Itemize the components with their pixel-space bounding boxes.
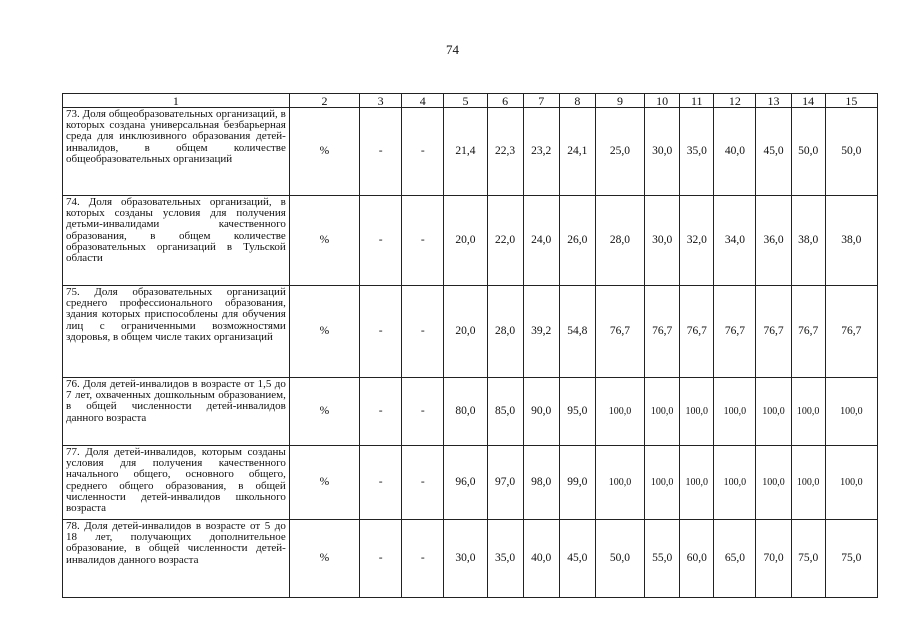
column-header-8: 8 <box>559 94 595 108</box>
value-cell: - <box>402 446 444 520</box>
value-cell: 75,0 <box>825 520 877 598</box>
indicator-description: 75. Доля образовательных организаций среднего профессионального образования, здания которых приспособлены для обучения лиц с ограниченными возможностями здоровья, в общем числе таких организаций <box>63 286 290 378</box>
table-row <box>63 108 878 196</box>
value-cell: - <box>402 196 444 286</box>
table-row <box>63 286 878 378</box>
value-cell: 76,7 <box>645 286 680 378</box>
value-cell: 20,0 <box>444 196 487 286</box>
value-cell: - <box>402 378 444 446</box>
value-cell: 100,0 <box>791 446 825 520</box>
value-cell: 100,0 <box>714 446 756 520</box>
unit-cell: % <box>289 520 359 598</box>
value-cell: - <box>360 286 402 378</box>
column-header-2: 2 <box>289 94 359 108</box>
value-cell: 22,0 <box>487 196 523 286</box>
unit-cell: % <box>289 446 359 520</box>
value-cell: 100,0 <box>680 446 714 520</box>
value-cell: 100,0 <box>825 378 877 446</box>
unit-cell: % <box>289 286 359 378</box>
value-cell: 23,2 <box>523 108 559 196</box>
value-cell: 50,0 <box>791 108 825 196</box>
value-cell: 55,0 <box>645 520 680 598</box>
value-cell: 20,0 <box>444 286 487 378</box>
value-cell: 35,0 <box>680 108 714 196</box>
value-cell: 30,0 <box>645 108 680 196</box>
value-cell: 39,2 <box>523 286 559 378</box>
page-number: 74 <box>446 42 459 57</box>
value-cell: 38,0 <box>825 196 877 286</box>
column-header-3: 3 <box>360 94 402 108</box>
indicator-description: 76. Доля детей-инвалидов в возрасте от 1,5 до 7 лет, охваченных дошкольным образованием, в общей численности детей-инвалидов данного возраста <box>63 378 290 446</box>
unit-cell: % <box>289 108 359 196</box>
value-cell: 85,0 <box>487 378 523 446</box>
value-cell: 95,0 <box>559 378 595 446</box>
column-header-11: 11 <box>680 94 714 108</box>
value-cell: 100,0 <box>595 446 644 520</box>
indicator-description: 74. Доля образовательных организаций, в которых созданы условия для получения детьми-инвалидами качественного образования, в общем количестве образовательных организаций в Тульской области <box>63 196 290 286</box>
column-header-10: 10 <box>645 94 680 108</box>
value-cell: 100,0 <box>645 378 680 446</box>
value-cell: 100,0 <box>791 378 825 446</box>
value-cell: 100,0 <box>645 446 680 520</box>
column-header-4: 4 <box>402 94 444 108</box>
value-cell: 97,0 <box>487 446 523 520</box>
column-header-1: 1 <box>63 94 290 108</box>
table-row <box>63 520 878 598</box>
value-cell: 76,7 <box>756 286 791 378</box>
value-cell: 98,0 <box>523 446 559 520</box>
value-cell: 35,0 <box>487 520 523 598</box>
value-cell: 32,0 <box>680 196 714 286</box>
unit-cell: % <box>289 196 359 286</box>
value-cell: 24,1 <box>559 108 595 196</box>
column-header-5: 5 <box>444 94 487 108</box>
value-cell: 100,0 <box>714 378 756 446</box>
value-cell: 54,8 <box>559 286 595 378</box>
value-cell: 45,0 <box>756 108 791 196</box>
value-cell: - <box>360 446 402 520</box>
value-cell: 99,0 <box>559 446 595 520</box>
value-cell: 76,7 <box>791 286 825 378</box>
value-cell: 60,0 <box>680 520 714 598</box>
value-cell: 28,0 <box>595 196 644 286</box>
table-row <box>63 196 878 286</box>
value-cell: 50,0 <box>595 520 644 598</box>
value-cell: 76,7 <box>825 286 877 378</box>
value-cell: 100,0 <box>825 446 877 520</box>
value-cell: - <box>360 108 402 196</box>
value-cell: 70,0 <box>756 520 791 598</box>
value-cell: 21,4 <box>444 108 487 196</box>
value-cell: - <box>360 378 402 446</box>
value-cell: 40,0 <box>714 108 756 196</box>
table-row <box>63 446 878 520</box>
value-cell: - <box>360 196 402 286</box>
column-header-6: 6 <box>487 94 523 108</box>
unit-cell: % <box>289 378 359 446</box>
value-cell: 34,0 <box>714 196 756 286</box>
value-cell: 36,0 <box>756 196 791 286</box>
indicator-description: 77. Доля детей-инвалидов, которым созданы условия для получения качественного начального общего, основного общего, среднего общего образования, в общей численности детей-инвалидов школьного возраста <box>63 446 290 520</box>
value-cell: 100,0 <box>595 378 644 446</box>
indicator-description: 73. Доля общеобразовательных организаций, в которых создана универсальная безбарьерная среда для инклюзивного образования детей-инвалидов, в общем количестве общеобразовательных организаций <box>63 108 290 196</box>
column-header-15: 15 <box>825 94 877 108</box>
value-cell: - <box>402 108 444 196</box>
value-cell: 26,0 <box>559 196 595 286</box>
column-header-12: 12 <box>714 94 756 108</box>
column-header-13: 13 <box>756 94 791 108</box>
value-cell: 25,0 <box>595 108 644 196</box>
value-cell: - <box>402 520 444 598</box>
value-cell: 24,0 <box>523 196 559 286</box>
value-cell: 90,0 <box>523 378 559 446</box>
value-cell: 65,0 <box>714 520 756 598</box>
value-cell: 80,0 <box>444 378 487 446</box>
value-cell: 75,0 <box>791 520 825 598</box>
value-cell: 40,0 <box>523 520 559 598</box>
value-cell: 45,0 <box>559 520 595 598</box>
value-cell: 30,0 <box>645 196 680 286</box>
table-row <box>63 378 878 446</box>
value-cell: 28,0 <box>487 286 523 378</box>
value-cell: 100,0 <box>756 446 791 520</box>
value-cell: 76,7 <box>714 286 756 378</box>
value-cell: - <box>402 286 444 378</box>
column-header-7: 7 <box>523 94 559 108</box>
value-cell: 100,0 <box>756 378 791 446</box>
value-cell: 76,7 <box>595 286 644 378</box>
value-cell: - <box>360 520 402 598</box>
value-cell: 96,0 <box>444 446 487 520</box>
header-row <box>63 94 878 108</box>
value-cell: 38,0 <box>791 196 825 286</box>
value-cell: 22,3 <box>487 108 523 196</box>
value-cell: 30,0 <box>444 520 487 598</box>
table-body <box>63 94 878 598</box>
value-cell: 76,7 <box>680 286 714 378</box>
value-cell: 50,0 <box>825 108 877 196</box>
indicator-description: 78. Доля детей-инвалидов в возрасте от 5 до 18 лет, получающих дополнительное образование, в общей численности детей-инвалидов данного возраста <box>63 520 290 598</box>
indicators-table <box>62 93 878 598</box>
column-header-9: 9 <box>595 94 644 108</box>
value-cell: 100,0 <box>680 378 714 446</box>
column-header-14: 14 <box>791 94 825 108</box>
